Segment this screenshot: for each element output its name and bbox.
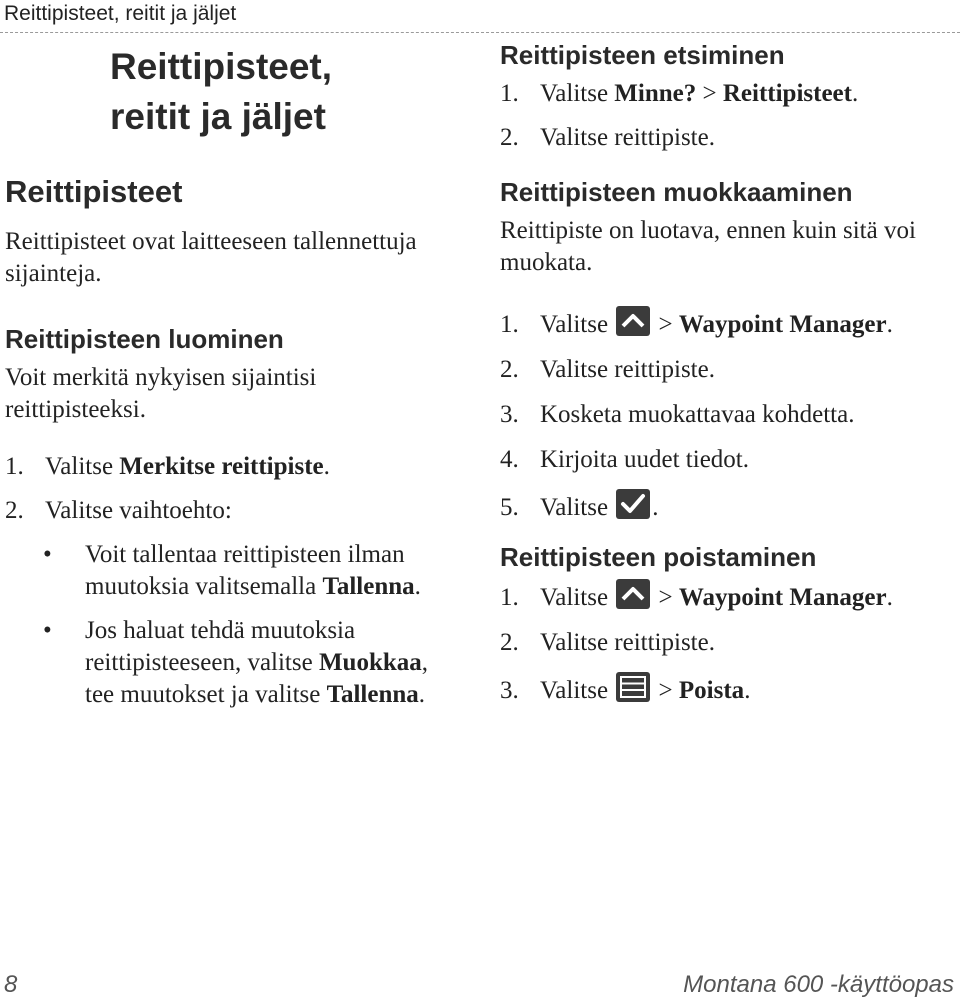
step-number: 5.	[500, 494, 519, 521]
step-number: 1.	[500, 311, 519, 338]
separator: >	[652, 677, 679, 704]
bullet-item-save	[5, 539, 428, 603]
bullet-item-edit	[5, 615, 428, 711]
edit-steps	[500, 306, 893, 524]
separator: >	[652, 584, 679, 611]
step-number: 2.	[500, 629, 519, 656]
step-text: Valitse reittipiste.	[540, 629, 715, 656]
punctuation: .	[744, 677, 751, 704]
bullet-text: Jos haluat tehdä muutoksia	[85, 617, 356, 644]
chevron-up-icon	[616, 579, 650, 609]
edit-label: Muokkaa	[318, 649, 422, 676]
separator: >	[696, 80, 723, 107]
step-number: 2.	[500, 356, 519, 383]
step-number: 1.	[500, 584, 519, 611]
waypoint-manager-label: Waypoint Manager	[678, 311, 887, 338]
step-5	[500, 489, 893, 524]
step-number: 2.	[500, 124, 519, 151]
mark-waypoint-label: Merkitse reittipiste	[119, 453, 324, 480]
chevron-up-icon	[616, 306, 650, 336]
bullet-text: muutoksia valitsemalla	[85, 573, 323, 600]
manual-title: Montana 600 -käyttöopas	[683, 971, 954, 998]
where-to-label: Minne?	[614, 80, 697, 107]
punctuation: .	[886, 584, 893, 611]
step-3	[500, 399, 893, 431]
page-number: 8	[4, 971, 18, 998]
step-text: Valitse	[540, 584, 615, 611]
checkmark-icon	[616, 489, 650, 519]
intro-line: sijainteja.	[5, 260, 102, 287]
step-2	[500, 627, 893, 659]
bullet-marker: •	[43, 541, 52, 568]
punctuation: .	[652, 494, 659, 521]
edit-line: Reittipiste on luotava, ennen kuin sitä voi	[500, 217, 916, 244]
step-text: Valitse	[540, 311, 615, 338]
punctuation: .	[414, 573, 421, 600]
save-label: Tallenna	[326, 681, 419, 708]
step-number: 1.	[5, 453, 24, 480]
create-steps	[5, 451, 428, 711]
step-text: Kirjoita uudet tiedot.	[540, 446, 749, 473]
punctuation: .	[323, 453, 330, 480]
bullet-text: Voit tallentaa reittipisteen ilman	[85, 541, 405, 568]
subheading-edit-waypoint: Reittipisteen muokkaaminen	[500, 177, 853, 207]
step-1	[500, 579, 893, 614]
edit-line: muokata.	[500, 249, 593, 276]
punctuation: .	[418, 681, 426, 708]
delete-label: Poista	[678, 677, 745, 704]
create-line: reittipisteeksi.	[5, 396, 146, 423]
chapter-title	[110, 42, 332, 142]
step-text: Valitse reittipiste.	[540, 124, 715, 151]
step-number: 3.	[500, 401, 519, 428]
step-number: 4.	[500, 446, 519, 473]
menu-icon	[616, 672, 650, 702]
step-text: Valitse vaihtoehto:	[45, 497, 232, 524]
save-label: Tallenna	[322, 573, 415, 600]
waypoint-manager-label: Waypoint Manager	[678, 584, 887, 611]
create-line: Voit merkitä nykyisen sijaintisi	[5, 364, 317, 391]
edit-paragraph	[500, 215, 916, 279]
bullet-marker: •	[43, 617, 52, 644]
subheading-delete-waypoint: Reittipisteen poistaminen	[500, 542, 817, 572]
subheading-create-waypoint: Reittipisteen luominen	[5, 324, 284, 354]
separator: >	[652, 311, 679, 338]
subheading-find-waypoint: Reittipisteen etsiminen	[500, 40, 785, 70]
bullet-text: reittipisteeseen, valitse	[85, 649, 319, 676]
step-text: Valitse	[540, 494, 615, 521]
step-1	[500, 306, 893, 341]
header-divider	[0, 32, 960, 33]
step-number: 2.	[5, 497, 24, 524]
delete-steps	[500, 579, 893, 707]
step-2	[500, 122, 858, 154]
step-number: 1.	[500, 80, 519, 107]
step-text: Valitse	[540, 677, 615, 704]
punctuation: .	[886, 311, 893, 338]
create-paragraph	[5, 362, 316, 426]
step-2	[500, 354, 893, 386]
chapter-title-line2: reitit ja jäljet	[110, 96, 326, 137]
step-text: Valitse	[540, 80, 615, 107]
step-text: Valitse reittipiste.	[540, 356, 715, 383]
step-text: Valitse	[45, 453, 120, 480]
step-text: Kosketa muokattavaa kohdetta.	[540, 401, 855, 428]
intro-line: Reittipisteet ovat laitteeseen tallennettuja	[5, 228, 417, 255]
step-3	[500, 672, 893, 707]
chapter-title-line1: Reittipisteet,	[110, 46, 333, 87]
step-number: 3.	[500, 677, 519, 704]
punctuation: .	[851, 80, 859, 107]
punctuation: ,	[421, 649, 429, 676]
step-2	[5, 495, 428, 527]
step-4	[500, 444, 893, 476]
bullet-text: tee muutokset ja valitse	[85, 681, 327, 708]
step-1	[500, 78, 858, 110]
running-header: Reittipisteet, reitit ja jäljet	[4, 2, 237, 25]
waypoints-label: Reittipisteet	[722, 80, 852, 107]
step-1	[5, 451, 428, 483]
find-steps	[500, 78, 858, 154]
section-heading-waypoints: Reittipisteet	[5, 174, 183, 209]
intro-paragraph	[5, 226, 417, 290]
